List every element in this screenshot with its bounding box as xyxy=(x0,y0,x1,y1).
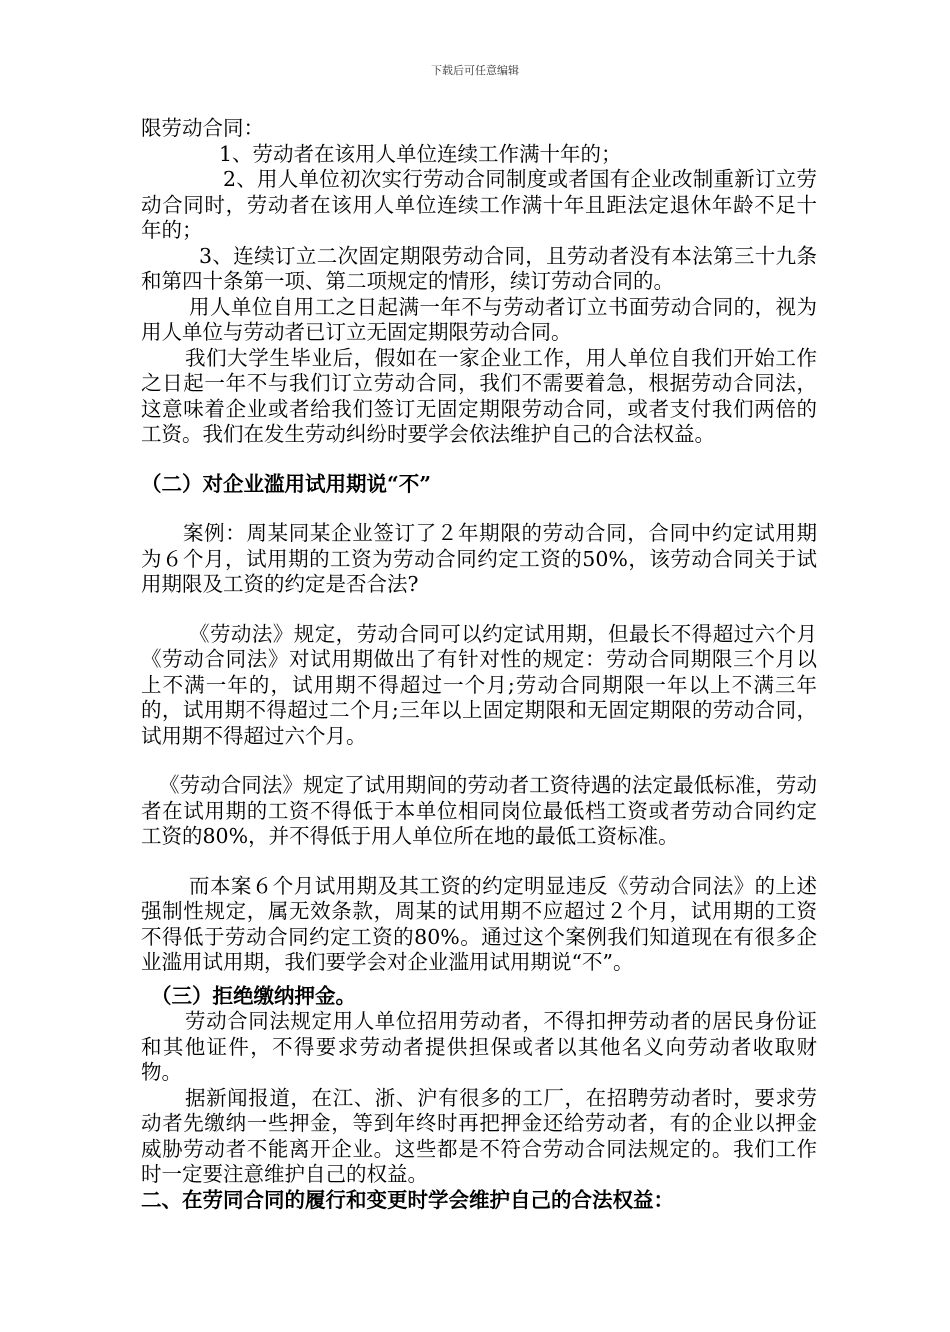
paragraph: 用人单位自用工之日起满一年不与劳动者订立书面劳动合同的，视为用人单位与劳动者已订立无固定期限劳动合同。 xyxy=(141,294,817,344)
paragraph: 《劳动法》规定，劳动合同可以约定试用期，但最长不得超过六个月《劳动合同法》对试用期做出了有针对性的规定：劳动合同期限三个月以上不满一年的，试用期不得超过一个月;劳动合同期限一年以上不满三年的，试用期不得超过二个月;三年以上固定期限和无固定期限的劳动合同，试用期不得超过六个月。 xyxy=(141,621,817,748)
section-heading: （三）拒绝缴纳押金。 xyxy=(151,983,356,1008)
paragraph: 我们大学生毕业后，假如在一家企业工作，用人单位自我们开始工作之日起一年不与我们订立劳动合同，我们不需要着急，根据劳动合同法，这意味着企业或者给我们签订无固定期限劳动合同，或者支付我们两倍的工资。我们在发生劳动纠纷时要学会依法维护自己的合法权益。 xyxy=(141,345,817,446)
paragraph: 《劳动合同法》规定了试用期间的劳动者工资待遇的法定最低标准，劳动者在试用期的工资不得低于本单位相同岗位最低档工资或者劳动合同约定工资的80%，并不得低于用人单位所在地的最低工资标准。 xyxy=(141,773,817,848)
section-heading: （二）对企业滥用试用期说“不” xyxy=(141,471,432,496)
list-item: 2、用人单位初次实行劳动合同制度或者国有企业改制重新订立劳动合同时，劳动者在该用人单位连续工作满十年且距法定退休年龄不足十年的； xyxy=(141,167,817,242)
paragraph: 据新闻报道，在江、浙、沪有很多的工厂，在招聘劳动者时，要求劳动者先缴纳一些押金，等到年终时再把押金还给劳动者，有的企业以押金威胁劳动者不能离开企业。这些都是不符合劳动合同法规定的。我们工作时一定要注意维护自己的权益。 xyxy=(141,1085,817,1186)
paragraph: 案例：周某同某企业签订了２年期限的劳动合同，合同中约定试用期为６个月，试用期的工资为劳动合同约定工资的50%，该劳动合同关于试用期限及工资的约定是否合法? xyxy=(141,521,817,596)
paragraph: 而本案６个月试用期及其工资的约定明显违反《劳动合同法》的上述强制性规定，属无效条款，周某的试用期不应超过２个月，试用期的工资不得低于劳动合同约定工资的80%。通过这个案例我们知道现在有很多企业滥用试用期，我们要学会对企业滥用试用期说“不”。 xyxy=(141,873,817,974)
section-heading: 二、在劳同合同的履行和变更时学会维护自己的合法权益： xyxy=(141,1187,674,1212)
document-body xyxy=(141,116,817,1213)
paragraph: 限劳动合同： xyxy=(141,116,264,140)
paragraph: 劳动合同法规定用人单位招用劳动者，不得扣押劳动者的居民身份证和其他证件，不得要求劳动者提供担保或者以其他名义向劳动者收取财物。 xyxy=(141,1009,817,1084)
list-item: 3、连续订立二次固定期限劳动合同，且劳动者没有本法第三十九条和第四十条第一项、第二项规定的情形，续订劳动合同的。 xyxy=(141,243,817,293)
list-item: 1、劳动者在该用人单位连续工作满十年的； xyxy=(219,141,622,166)
page-header: 下载后可任意编辑 xyxy=(431,64,519,77)
